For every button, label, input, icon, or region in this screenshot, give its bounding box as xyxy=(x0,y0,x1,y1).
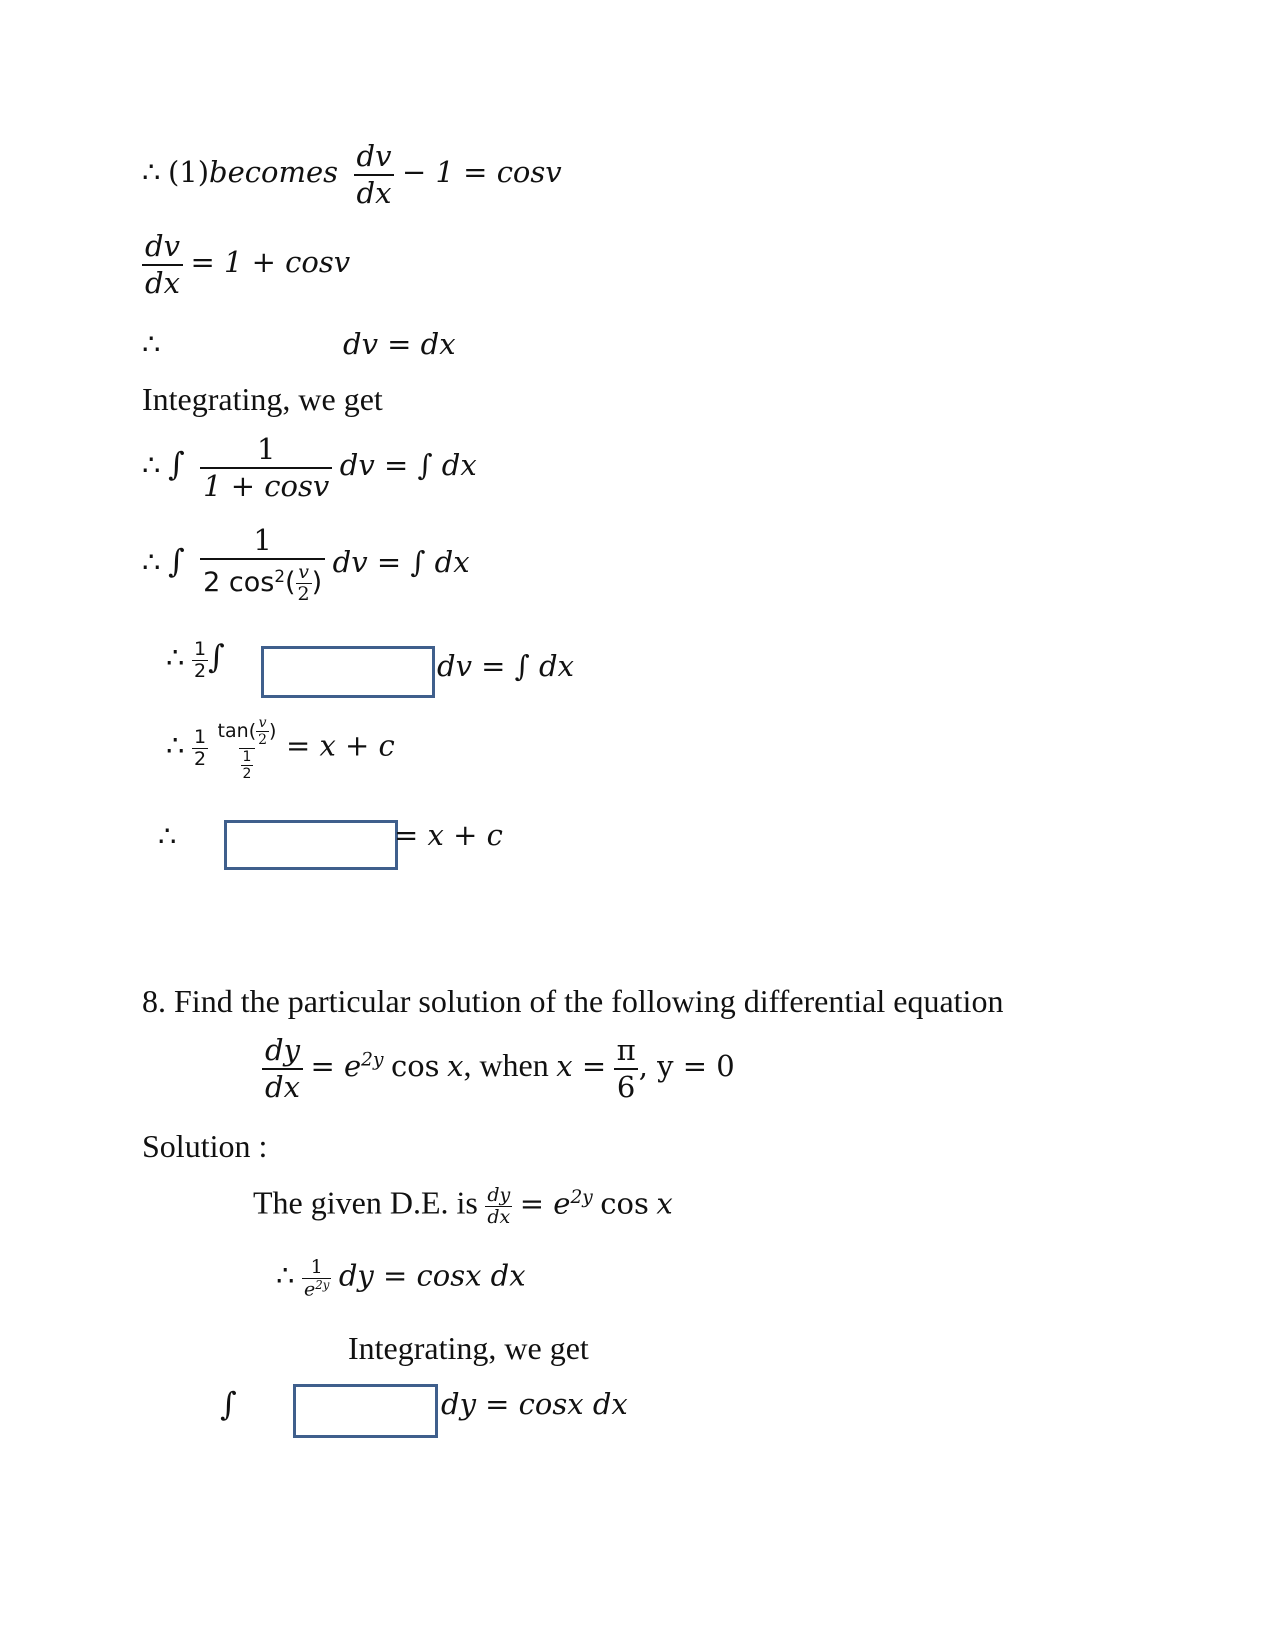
given-equation xyxy=(253,1186,673,1227)
v-numerator: v xyxy=(258,715,267,731)
integral-sign: ∫ xyxy=(167,444,185,483)
x-variable: x xyxy=(656,1186,673,1221)
half-denominator: 2 xyxy=(193,748,207,770)
therefore-symbol: ∴ xyxy=(166,640,185,675)
numerator: 1 xyxy=(256,432,276,466)
inner-half-denominator: 2 xyxy=(242,766,252,782)
dy-dx-fraction xyxy=(485,1186,512,1227)
exponent: 2y xyxy=(315,1278,330,1292)
denominator: dx xyxy=(354,174,395,208)
step8-therefore: ∴ xyxy=(158,819,177,853)
dy-dx-fraction xyxy=(262,1033,303,1104)
e-base: e xyxy=(303,1278,316,1301)
denominator xyxy=(302,1278,331,1299)
inner-half xyxy=(241,750,254,781)
denominator: dx xyxy=(262,1068,303,1102)
numerator: dv xyxy=(356,139,392,173)
therefore-symbol: ∴ xyxy=(142,544,161,579)
question-equation xyxy=(262,1033,735,1104)
when-text: , when xyxy=(463,1046,549,1083)
tan-label: tan xyxy=(217,720,249,742)
half-numerator: 1 xyxy=(193,638,207,660)
cos-term: 2 cos xyxy=(203,567,275,598)
paren-close: ) xyxy=(269,720,277,742)
answer-blank-box[interactable] xyxy=(224,820,398,870)
integral-sign: ∫ xyxy=(208,637,225,676)
step9-line xyxy=(276,1258,526,1299)
integral-sign: ∫ xyxy=(220,1385,237,1423)
x-variable: x xyxy=(447,1048,464,1083)
equation-rest: dy = cosx dx xyxy=(338,1258,526,1293)
cos-label: cos xyxy=(390,1048,440,1083)
tan-denominator xyxy=(239,748,256,781)
denominator: dx xyxy=(142,264,183,298)
paren-open: ( xyxy=(248,720,257,742)
step7-line xyxy=(166,716,395,781)
answer-blank-box[interactable] xyxy=(261,646,435,698)
numerator: dy xyxy=(487,1184,511,1206)
step6-equation-rest: dv = ∫ dx xyxy=(437,649,574,683)
pi-numerator: π xyxy=(616,1033,636,1067)
rhs-e: = e xyxy=(519,1186,571,1221)
v-over-2 xyxy=(296,563,312,604)
exponent: 2y xyxy=(361,1049,384,1071)
given-text: The given D.E. is xyxy=(253,1184,478,1221)
half-fraction xyxy=(192,640,208,681)
half-denominator: 2 xyxy=(193,660,207,682)
equation-rest: dv = ∫ dx xyxy=(339,447,477,482)
rhs-e: = e xyxy=(310,1048,362,1083)
step10-equation-rest: dy = cosx dx xyxy=(441,1387,628,1421)
integrating-text-2: Integrating, we get xyxy=(348,1330,589,1366)
inner-half-numerator: 1 xyxy=(242,749,252,765)
step4-line xyxy=(142,432,477,503)
tan-numerator xyxy=(216,716,279,748)
fraction xyxy=(354,139,395,210)
fraction xyxy=(200,432,332,503)
step3-line xyxy=(142,327,161,361)
equation-ref: (1) xyxy=(167,154,210,189)
therefore-symbol: ∴ xyxy=(166,728,185,763)
numerator: dy xyxy=(265,1033,300,1067)
pi-over-6 xyxy=(614,1033,639,1104)
v-over-2 xyxy=(256,716,269,747)
paren-open: ( xyxy=(284,567,296,598)
step8-equation-rest: = x + c xyxy=(394,818,503,852)
numerator: 1 xyxy=(310,1256,323,1278)
paren-close: ) xyxy=(311,567,323,598)
integrating-text: Integrating, we get xyxy=(142,381,383,417)
question-text: 8. Find the particular solution of the following differential equation xyxy=(142,983,1004,1019)
half-numerator: 1 xyxy=(193,726,207,748)
step2-line xyxy=(142,229,351,300)
cos-label: cos xyxy=(600,1186,649,1221)
equation-rest: = 1 + cosv xyxy=(190,244,351,279)
equation-rest: dv = ∫ dx xyxy=(332,544,470,579)
half-fraction xyxy=(192,728,208,769)
equation-rest: = x + c xyxy=(285,728,395,763)
therefore-symbol: ∴ xyxy=(276,1258,295,1293)
answer-blank-box[interactable] xyxy=(293,1384,438,1438)
one-over-e2y xyxy=(302,1258,331,1299)
fraction xyxy=(142,229,183,300)
denominator xyxy=(200,558,325,604)
six-denominator: 6 xyxy=(614,1068,638,1102)
fraction xyxy=(200,523,325,605)
therefore-symbol: ∴ xyxy=(142,327,161,361)
becomes-word: becomes xyxy=(209,154,339,189)
v-numerator: v xyxy=(298,561,309,583)
solution-label: Solution : xyxy=(142,1128,268,1164)
exponent: 2y xyxy=(570,1187,593,1209)
two-denominator: 2 xyxy=(297,583,310,605)
therefore-symbol: ∴ xyxy=(142,154,161,189)
integral-sign: ∫ xyxy=(167,541,185,580)
exponent: 2 xyxy=(274,565,285,586)
numerator: 1 xyxy=(253,523,272,557)
denominator: 1 + cosv xyxy=(200,467,332,501)
y-condition: , y = 0 xyxy=(638,1048,735,1083)
equation-rest: − 1 = cosv xyxy=(401,154,562,189)
step6-line xyxy=(166,637,225,682)
numerator: dv xyxy=(145,229,180,263)
step5-line xyxy=(142,523,470,605)
tan-fraction xyxy=(216,716,279,781)
step1-line xyxy=(142,139,562,210)
two-denominator: 2 xyxy=(258,732,268,748)
denominator: dx xyxy=(487,1206,511,1228)
step3-equation: dv = dx xyxy=(343,327,456,361)
therefore-symbol: ∴ xyxy=(142,447,161,482)
x-condition: x = xyxy=(556,1048,607,1083)
